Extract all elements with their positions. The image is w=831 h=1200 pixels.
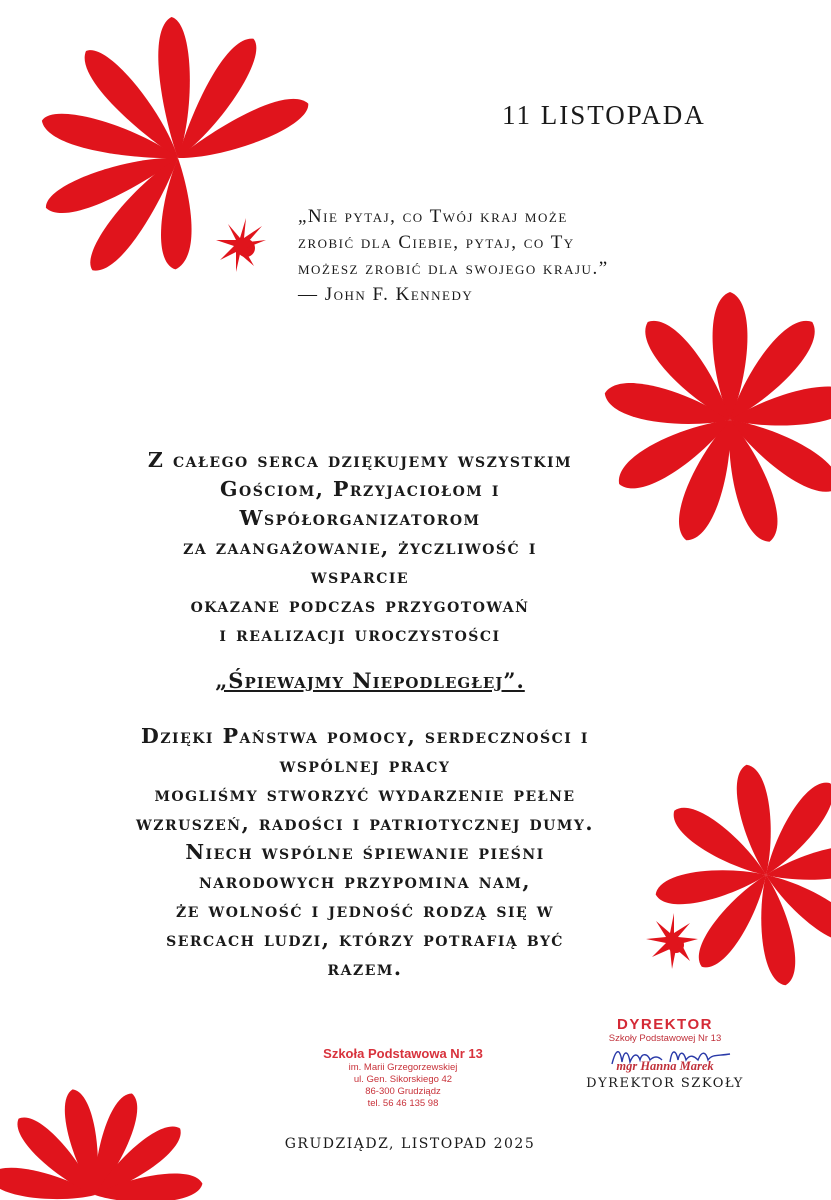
- stamp-line: im. Marii Grzegorzewskiej: [348, 1062, 458, 1073]
- quote-line: „Nie pytaj, co Twój kraj może: [298, 206, 568, 227]
- stamp-line: tel. 56 46 135 98: [367, 1098, 439, 1109]
- quote-line: możesz zrobić dla swojego kraju.”: [298, 258, 609, 279]
- help-line: Niech wspólne śpiewanie pieśni: [185, 840, 545, 864]
- stamp-school-name: Szkoła Podstawowa Nr 13: [323, 1046, 483, 1061]
- help-line: mogliśmy stworzyć wydarzenie pełne: [154, 782, 576, 806]
- director-role: DYREKTOR SZKOŁY: [586, 1076, 744, 1091]
- help-line: że wolność i jedność rodzą się w: [175, 898, 555, 922]
- thanks-line: wsparcie: [310, 564, 410, 588]
- director-school: Szkoły Podstawowej Nr 13: [608, 1033, 722, 1044]
- thanks-paragraph: [40, 446, 680, 649]
- help-line: razem.: [327, 956, 403, 980]
- thanks-line: Współorganizatorom: [239, 506, 481, 530]
- quote-line: zrobić dla Ciebie, pytaj, co Ty: [298, 232, 575, 253]
- date-heading: 11 LISTOPADA: [502, 100, 706, 130]
- stamp-line: ul. Gen. Sikorskiego 42: [353, 1074, 453, 1085]
- school-stamp: [283, 1046, 523, 1110]
- quote-author: — John F. Kennedy: [298, 284, 474, 305]
- help-line: wspólnej pracy: [279, 753, 451, 777]
- director-name: mgr Hanna Marek: [616, 1059, 714, 1073]
- thanks-line: i realizacji uroczystości: [219, 622, 501, 646]
- help-line: Dzięki Państwa pomocy, serdeczności i: [141, 724, 589, 748]
- help-paragraph: [30, 722, 700, 983]
- director-title: DYREKTOR: [617, 1016, 713, 1033]
- place-date-footer: GRUDZIĄDZ, LISTOPAD 2025: [284, 1136, 536, 1152]
- kennedy-quote: [298, 204, 728, 308]
- thanks-line: okazane podczas przygotowań: [190, 593, 530, 617]
- help-line: sercach ludzi, którzy potrafią być: [166, 927, 564, 951]
- thanks-line: za zaangażowanie, życzliwość i: [183, 535, 537, 559]
- handwritten-signature: [608, 1042, 738, 1072]
- event-title: „Śpiewajmy Niepodległej”.: [215, 668, 525, 693]
- help-line: wzruszeń, radości i patriotycznej dumy.: [136, 811, 594, 835]
- thanks-line: Gościom, Przyjaciołom i: [220, 477, 500, 501]
- help-line: narodowych przypomina nam,: [198, 869, 532, 893]
- stamp-line: 86-300 Grudziądz: [365, 1086, 441, 1097]
- red-flower-bottom-left: [0, 1040, 220, 1200]
- thanks-line: Z całego serca dziękujemy wszystkim: [147, 448, 573, 472]
